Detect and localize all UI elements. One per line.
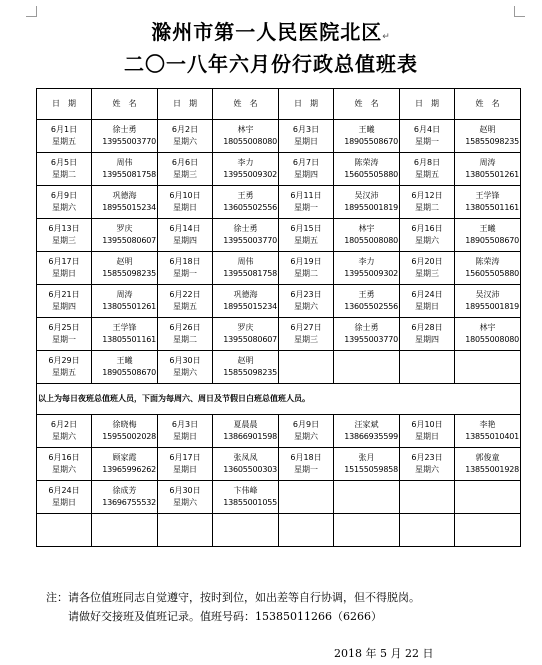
duty-weekday: 星期一 — [52, 335, 76, 344]
duty-weekday: 星期日 — [52, 269, 76, 278]
name-cell — [213, 252, 279, 285]
duty-weekday: 星期二 — [52, 170, 76, 179]
footer-note-line-2: 请做好交接班及值班记录。值班号码：15385011266（6266） — [68, 610, 382, 623]
duty-weekday: 星期一 — [294, 465, 318, 474]
staff-name: 王曦 — [479, 224, 496, 233]
staff-phone: 13955003770 — [223, 236, 277, 245]
table-header-row — [37, 89, 521, 120]
staff-name: 巩德海 — [112, 191, 137, 200]
date-cell — [158, 448, 213, 481]
table-row — [37, 318, 521, 351]
date-cell — [37, 351, 92, 384]
duty-weekday: 星期日 — [173, 432, 197, 441]
name-cell — [334, 153, 400, 186]
name-cell — [92, 351, 158, 384]
date-cell — [37, 415, 92, 448]
date-cell — [279, 285, 334, 318]
name-cell — [455, 415, 521, 448]
staff-name: 张月 — [358, 453, 375, 462]
date-cell — [400, 351, 455, 384]
date-cell — [400, 120, 455, 153]
staff-name: 徐成芳 — [112, 486, 137, 495]
empty-cell — [37, 514, 92, 547]
duty-date: 6月24日 — [411, 290, 443, 299]
night-duty-note: 以上为每日夜班总值班人员，下面为每周六、周日及节假日白班总值班人员。 — [37, 384, 521, 415]
staff-name: 夏晨晨 — [233, 420, 258, 429]
duty-date: 6月18日 — [169, 257, 201, 266]
date-cell — [158, 219, 213, 252]
date-cell — [279, 219, 334, 252]
duty-date: 6月8日 — [413, 158, 441, 167]
duty-date: 6月23日 — [290, 290, 322, 299]
staff-name: 赵明 — [479, 125, 496, 134]
name-cell — [213, 351, 279, 384]
duty-weekday: 星期日 — [415, 302, 439, 311]
duty-weekday: 星期日 — [52, 498, 76, 507]
date-cell — [158, 120, 213, 153]
duty-weekday: 星期三 — [294, 335, 318, 344]
header-name: 姓 名 — [213, 89, 279, 120]
name-cell — [92, 448, 158, 481]
duty-date: 6月10日 — [169, 191, 201, 200]
date-cell — [37, 219, 92, 252]
duty-date: 6月16日 — [48, 453, 80, 462]
name-cell — [455, 153, 521, 186]
duty-weekday: 星期日 — [294, 137, 318, 146]
staff-phone: 13605502556 — [223, 203, 277, 212]
duty-date: 6月2日 — [171, 125, 199, 134]
name-cell — [213, 285, 279, 318]
staff-name: 吴汉沛 — [475, 290, 500, 299]
table-row — [37, 186, 521, 219]
staff-phone: 18905508670 — [102, 368, 156, 377]
staff-name: 李力 — [358, 257, 375, 266]
staff-name: 赵明 — [116, 257, 133, 266]
staff-name: 徐士勇 — [112, 125, 137, 134]
document-subtitle — [0, 48, 542, 77]
duty-weekday: 星期四 — [173, 236, 197, 245]
duty-date: 6月28日 — [411, 323, 443, 332]
duty-date: 6月3日 — [292, 125, 320, 134]
date-cell — [279, 252, 334, 285]
date-cell — [400, 415, 455, 448]
table-row — [37, 448, 521, 481]
date-cell — [158, 481, 213, 514]
title-line-1: 滁州市第一人民医院北区 — [151, 20, 383, 44]
name-cell — [334, 252, 400, 285]
duty-weekday: 星期六 — [294, 302, 318, 311]
staff-name: 巩德海 — [233, 290, 258, 299]
staff-phone: 13855001928 — [465, 465, 519, 474]
duty-schedule-table — [36, 88, 521, 547]
empty-row — [37, 514, 521, 547]
duty-weekday: 星期五 — [52, 368, 76, 377]
name-cell — [92, 120, 158, 153]
staff-name: 王学锋 — [112, 323, 137, 332]
staff-phone: 13955080607 — [102, 236, 156, 245]
date-cell — [37, 318, 92, 351]
staff-phone: 18955001819 — [344, 203, 398, 212]
staff-phone: 18955001819 — [465, 302, 519, 311]
table-row — [37, 285, 521, 318]
footer-note-line-1: 注：请各位值班同志自觉遵守，按时到位，如出差等自行协调，但不得脱岗。 — [46, 591, 420, 604]
staff-name: 王曦 — [116, 356, 133, 365]
duty-weekday: 星期六 — [294, 432, 318, 441]
staff-phone: 13955009302 — [223, 170, 277, 179]
staff-name: 顾家霞 — [112, 453, 137, 462]
staff-name: 王曦 — [358, 125, 375, 134]
date-cell — [158, 252, 213, 285]
duty-weekday: 星期五 — [294, 236, 318, 245]
table-row — [37, 120, 521, 153]
staff-phone: 13965996262 — [102, 465, 156, 474]
staff-phone: 13955081758 — [102, 170, 156, 179]
staff-name: 周涛 — [116, 290, 133, 299]
name-cell — [334, 415, 400, 448]
staff-phone: 13955080607 — [223, 335, 277, 344]
date-cell — [400, 153, 455, 186]
name-cell — [213, 448, 279, 481]
staff-name: 汪家斌 — [354, 420, 379, 429]
duty-date: 6月15日 — [290, 224, 322, 233]
duty-weekday: 星期五 — [173, 302, 197, 311]
name-cell — [334, 186, 400, 219]
staff-phone: 18055008080 — [465, 335, 519, 344]
date-cell — [279, 186, 334, 219]
date-cell — [37, 448, 92, 481]
duty-date: 6月29日 — [48, 356, 80, 365]
duty-date: 6月12日 — [411, 191, 443, 200]
name-cell — [92, 285, 158, 318]
staff-name: 郭俊童 — [475, 453, 500, 462]
staff-name: 陈荣涛 — [475, 257, 500, 266]
date-cell — [158, 285, 213, 318]
duty-weekday: 星期五 — [415, 170, 439, 179]
staff-phone: 13955009302 — [344, 269, 398, 278]
staff-name: 王勇 — [358, 290, 375, 299]
staff-phone: 13605502556 — [344, 302, 398, 311]
duty-weekday: 星期四 — [294, 170, 318, 179]
duty-weekday: 星期六 — [52, 465, 76, 474]
staff-phone: 13855001055 — [223, 498, 277, 507]
date-cell — [37, 186, 92, 219]
staff-name: 王学锋 — [475, 191, 500, 200]
header-date: 日 期 — [279, 89, 334, 120]
date-cell — [400, 318, 455, 351]
staff-phone: 18055008080 — [344, 236, 398, 245]
date-cell — [400, 219, 455, 252]
name-cell — [213, 219, 279, 252]
duty-date: 6月7日 — [292, 158, 320, 167]
duty-date: 6月24日 — [48, 486, 80, 495]
duty-date: 6月17日 — [169, 453, 201, 462]
duty-date: 6月3日 — [171, 420, 199, 429]
staff-phone: 18955015234 — [102, 203, 156, 212]
name-cell — [455, 318, 521, 351]
header-name: 姓 名 — [92, 89, 158, 120]
name-cell — [213, 153, 279, 186]
duty-date: 6月23日 — [411, 453, 443, 462]
date-cell — [400, 186, 455, 219]
date-cell — [158, 351, 213, 384]
duty-weekday: 星期一 — [415, 137, 439, 146]
staff-name: 王勇 — [237, 191, 254, 200]
duty-date: 6月11日 — [290, 191, 322, 200]
staff-name: 罗庆 — [116, 224, 133, 233]
date-cell — [37, 481, 92, 514]
title-line-2: 二〇一八年六月份行政总值班表 — [124, 52, 418, 76]
duty-date: 6月16日 — [411, 224, 443, 233]
duty-weekday: 星期日 — [173, 465, 197, 474]
staff-phone: 15605505880 — [465, 269, 519, 278]
name-cell — [334, 120, 400, 153]
duty-weekday: 星期六 — [415, 236, 439, 245]
duty-weekday: 星期四 — [52, 302, 76, 311]
duty-date: 6月27日 — [290, 323, 322, 332]
table-row — [37, 351, 521, 384]
staff-phone: 13805501161 — [102, 335, 156, 344]
duty-weekday: 星期六 — [173, 137, 197, 146]
date-cell — [279, 120, 334, 153]
empty-cell — [400, 514, 455, 547]
name-cell — [213, 415, 279, 448]
duty-date: 6月20日 — [411, 257, 443, 266]
empty-cell — [92, 514, 158, 547]
duty-date: 6月26日 — [169, 323, 201, 332]
duty-weekday: 星期二 — [173, 335, 197, 344]
duty-weekday: 星期日 — [415, 432, 439, 441]
staff-name: 徐士勇 — [233, 224, 258, 233]
duty-date: 6月22日 — [169, 290, 201, 299]
duty-date: 6月13日 — [48, 224, 80, 233]
duty-weekday: 星期三 — [52, 236, 76, 245]
duty-weekday: 星期六 — [173, 368, 197, 377]
staff-name: 赵明 — [237, 356, 254, 365]
duty-date: 6月14日 — [169, 224, 201, 233]
name-cell — [92, 318, 158, 351]
table-row — [37, 153, 521, 186]
duty-date: 6月30日 — [169, 486, 201, 495]
duty-date: 6月9日 — [50, 191, 78, 200]
name-cell — [455, 186, 521, 219]
duty-weekday: 星期六 — [52, 203, 76, 212]
staff-phone: 13805501261 — [465, 170, 519, 179]
duty-weekday: 星期六 — [173, 498, 197, 507]
date-cell — [400, 285, 455, 318]
staff-name: 周涛 — [479, 158, 496, 167]
duty-date: 6月21日 — [48, 290, 80, 299]
staff-phone: 13955003770 — [344, 335, 398, 344]
name-cell — [455, 448, 521, 481]
table-row — [37, 219, 521, 252]
staff-name: 林宇 — [358, 224, 375, 233]
duty-date: 6月2日 — [50, 420, 78, 429]
empty-cell — [334, 514, 400, 547]
staff-phone: 13805501161 — [465, 203, 519, 212]
date-cell — [279, 318, 334, 351]
duty-date: 6月30日 — [169, 356, 201, 365]
table-row — [37, 252, 521, 285]
date-cell — [279, 153, 334, 186]
date-cell — [158, 186, 213, 219]
name-cell — [455, 481, 521, 514]
duty-weekday: 星期五 — [52, 137, 76, 146]
name-cell — [334, 448, 400, 481]
name-cell — [213, 481, 279, 514]
staff-name: 李艳 — [479, 420, 496, 429]
staff-phone: 13855010401 — [465, 432, 519, 441]
duty-date: 6月4日 — [413, 125, 441, 134]
staff-phone: 13866901598 — [223, 432, 277, 441]
name-cell — [92, 153, 158, 186]
staff-phone: 13696755532 — [102, 498, 156, 507]
date-cell — [400, 448, 455, 481]
duty-date: 6月17日 — [48, 257, 80, 266]
header-date: 日 期 — [37, 89, 92, 120]
empty-cell — [455, 514, 521, 547]
table-row — [37, 481, 521, 514]
duty-date: 6月18日 — [290, 453, 322, 462]
date-cell — [158, 318, 213, 351]
date-cell — [279, 448, 334, 481]
staff-name: 罗庆 — [237, 323, 254, 332]
staff-phone: 15605505880 — [344, 170, 398, 179]
name-cell — [92, 481, 158, 514]
staff-name: 徐士勇 — [354, 323, 379, 332]
header-date: 日 期 — [158, 89, 213, 120]
staff-phone: 13955003770 — [102, 137, 156, 146]
duty-date: 6月10日 — [411, 420, 443, 429]
name-cell — [455, 351, 521, 384]
date-cell — [279, 481, 334, 514]
staff-name: 周伟 — [116, 158, 133, 167]
name-cell — [334, 318, 400, 351]
name-cell — [455, 219, 521, 252]
date-cell — [158, 153, 213, 186]
duty-weekday: 星期六 — [52, 432, 76, 441]
date-cell — [37, 153, 92, 186]
name-cell — [334, 351, 400, 384]
name-cell — [92, 219, 158, 252]
date-cell — [279, 415, 334, 448]
staff-phone: 13605500303 — [223, 465, 277, 474]
duty-weekday: 星期六 — [415, 465, 439, 474]
staff-name: 周伟 — [237, 257, 254, 266]
empty-cell — [213, 514, 279, 547]
table-row — [37, 415, 521, 448]
header-date: 日 期 — [400, 89, 455, 120]
duty-date: 6月5日 — [50, 158, 78, 167]
document-title — [0, 16, 542, 45]
name-cell — [92, 252, 158, 285]
duty-weekday: 星期三 — [173, 170, 197, 179]
staff-phone: 15155059858 — [344, 465, 398, 474]
duty-weekday: 星期一 — [173, 269, 197, 278]
paragraph-mark-icon: ↵ — [382, 32, 391, 42]
staff-phone: 18055008080 — [223, 137, 277, 146]
staff-name: 徐晓梅 — [112, 420, 137, 429]
name-cell — [334, 285, 400, 318]
duty-weekday: 星期二 — [415, 203, 439, 212]
duty-weekday: 星期日 — [173, 203, 197, 212]
name-cell — [92, 186, 158, 219]
name-cell — [455, 120, 521, 153]
staff-phone: 13955081758 — [223, 269, 277, 278]
staff-phone: 15855098235 — [102, 269, 156, 278]
date-cell — [400, 252, 455, 285]
name-cell — [92, 415, 158, 448]
staff-phone: 15855098235 — [465, 137, 519, 146]
name-cell — [213, 120, 279, 153]
name-cell — [213, 186, 279, 219]
staff-phone: 18905508670 — [344, 137, 398, 146]
signed-date: 2018 年 5 月 22 日 — [334, 647, 434, 660]
date-cell — [37, 252, 92, 285]
staff-phone: 18955015234 — [223, 302, 277, 311]
staff-name: 林宇 — [237, 125, 254, 134]
empty-cell — [279, 514, 334, 547]
date-cell — [400, 481, 455, 514]
duty-date: 6月19日 — [290, 257, 322, 266]
staff-name: 张凤凤 — [233, 453, 258, 462]
date-cell — [37, 120, 92, 153]
duty-date: 6月25日 — [48, 323, 80, 332]
duty-weekday: 星期三 — [415, 269, 439, 278]
staff-phone: 15955002028 — [102, 432, 156, 441]
duty-weekday: 星期四 — [415, 335, 439, 344]
empty-cell — [158, 514, 213, 547]
staff-phone: 13866935599 — [344, 432, 398, 441]
staff-name: 李力 — [237, 158, 254, 167]
name-cell — [334, 219, 400, 252]
duty-weekday: 星期一 — [294, 203, 318, 212]
date-cell — [158, 415, 213, 448]
date-cell — [37, 285, 92, 318]
duty-date: 6月6日 — [171, 158, 199, 167]
staff-name: 陈荣涛 — [354, 158, 379, 167]
duty-date: 6月9日 — [292, 420, 320, 429]
staff-phone: 13805501261 — [102, 302, 156, 311]
staff-phone: 15855098235 — [223, 368, 277, 377]
duty-date: 6月1日 — [50, 125, 78, 134]
name-cell — [455, 285, 521, 318]
staff-phone: 18905508670 — [465, 236, 519, 245]
duty-weekday: 星期二 — [294, 269, 318, 278]
date-cell — [279, 351, 334, 384]
name-cell — [334, 481, 400, 514]
note-row — [37, 384, 521, 415]
staff-name: 林宇 — [479, 323, 496, 332]
name-cell — [213, 318, 279, 351]
header-name: 姓 名 — [455, 89, 521, 120]
name-cell — [455, 252, 521, 285]
header-name: 姓 名 — [334, 89, 400, 120]
staff-name: 卞伟峰 — [233, 486, 258, 495]
staff-name: 吴汉沛 — [354, 191, 379, 200]
